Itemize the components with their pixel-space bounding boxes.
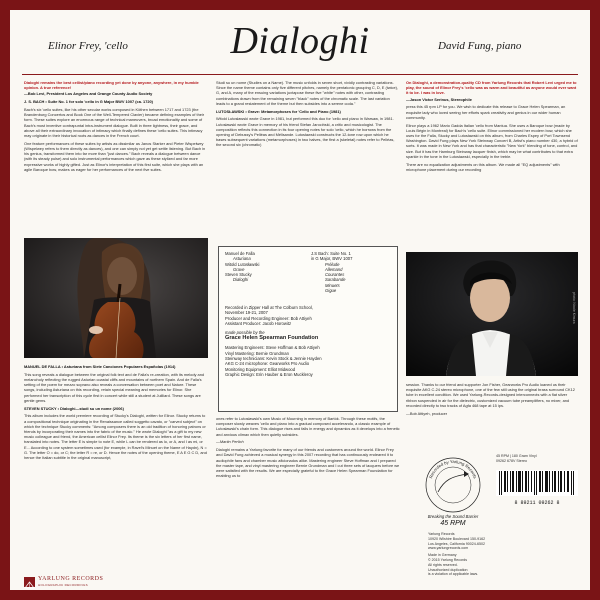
seal-ring-text: Recorded by Yarlung Records: [428, 458, 478, 480]
stucky-credit-work: Dialoghi: [233, 277, 249, 283]
falla-paragraph: This song reveals a dialogue between the original folk text and de Falla's re-creation, with its melody and melancholy reflecting the rugged Asturian coastal cliffs and mountains of northern Spain. And de Falla's setting of the poem for mezzo soprano also reveals a conversation between poet and Nature. These songs, including Asturiana on this recording, retain special meaning and memories for Elinor. She performed her transcription of this cycle first in concert while still a student at Juilliard. These songs are gentle gems.: [24, 371, 205, 403]
yarlung-logo-label: YARLUNG RECORDS: [38, 576, 104, 582]
album-back-cover: [10, 10, 590, 590]
seal-graphic: [424, 456, 482, 514]
yarlung-logo: [24, 576, 144, 588]
stucky-paragraph: This album includes the world premiere recording of Stucky's Dialoghi, written for Elinor. Stucky returns to a compositional technique originating in the Renaissance called soggetto cavato, or "carved subject" on which the technique Stucky comments: "Among composers there is an old tradition of honoring patrons or friends by incorporating their names into the fabric of the music." He wrote Dialoghi "as a gift to my new music colleague and friend, the American cellist Elinor Frey. Its theme is the six letters of her first name, translated into notes. The letter E is simple to note E, while L can be rendered as lo, or A, and I as mi, or E... According to one system sometimes used (for example, in Ravel's Minuet on the Name of Haydn), N = G. The letter O = do, or C; the letter R = re, or D. Hence the notes of the opening theme, E A E G C D, and hence the Italian subtitle in the original manuscript,: [24, 413, 207, 461]
column-1-lower: [24, 364, 208, 572]
pianist-photo: [406, 252, 578, 376]
column-1-upper: [24, 80, 208, 238]
barcode: [496, 470, 578, 506]
program-right: [311, 251, 393, 293]
movement-5: Minuets: [325, 282, 340, 288]
recording-dates: November 19-21, 2007: [225, 310, 268, 316]
catalog-info: [496, 454, 578, 463]
publisher-address: [428, 532, 578, 577]
steinway-credit: Steinway technicians: Kevin Stock & Jennie Hayden: [225, 356, 322, 362]
address-line-5: Made in Germany: [428, 553, 457, 558]
sound-barrier-seal: [424, 456, 482, 514]
lutoslawski-heading: LUTOSŁAWSKI • Grave: Metamorphoses for 'Cello and Piano (1981): [216, 108, 341, 114]
address-line-6: © 2015 Yarlung Records: [428, 557, 468, 562]
bach-paragraph-2: One feature performances of these suites by artists as dissimilar as Janos Starker and Pieter Wispelwey (Wispelwey refers to them directly as dances), and one can simply not yet get settle listening. But Bach in his genius, transformed them into far more than "just dances." Bach reveals a dialogue between dance (with its steady pulse) and solo instrumental performances which gave as these stylized and far more expressive works of highly gifted. Just as Elinor's interpretation of this first suite, which she plays with an agile Baroque bow, makes us eager for her performances of the next five suites.: [24, 140, 206, 172]
mastering-credit: Mastering Engineers: Steve Hoffman & Bob Attiyeh: [225, 345, 320, 351]
falla-credit-name: Manuel de Falla: [225, 251, 255, 256]
pianist-name: David Fung, piano: [438, 40, 522, 52]
stucky-credit-name: Steven Stucky: [225, 272, 252, 278]
movement-3: Courantes: [325, 272, 345, 278]
serinus-attrib: —Jason Victor Serinus, Stereophile: [406, 96, 472, 102]
recording-info: [225, 305, 393, 377]
catalog-format: 45 RPM | 180 Gram Vinyl: [496, 454, 537, 458]
movement-2: Allemand: [325, 266, 343, 272]
falla-credit-work: Asturiana: [233, 256, 251, 262]
column-2-upper: [216, 80, 400, 242]
column-3-upper: [406, 80, 578, 250]
address-line-2: 10920 Wilshire Boulevard 150-9162: [428, 536, 486, 541]
column-3-paragraph-4: session. Thanks to our friend and supporter Jon Fisher, Gearworks Pro Audio loaned us their exquisite AKG C-24 stereo microphone, one of the few still using the original brass surround CK12 tube in excellent condition. We used Yarlung-Records-designed interconnects with a flat silver ribbon suspended in air for the dielectric, customized vacuum tube preamplifiers, no mixer, and recorded directly to two tracks of Agfa 468 tape at 15 ips.: [406, 382, 575, 408]
falla-heading: MANUEL DE FALLA • Asturiana from Siete Canciones Populares Españolas (1914): [24, 364, 176, 369]
seal-speed: 45 RPM: [440, 520, 466, 527]
column-3-paragraph-2: Elinor plays a 1962 Mario Gadda Italian 'cello from Mantua. She uses a Baroque bow (made by Louis Bégin in Montreal) for Bach's 'cello suite. Elinor commissioned her modern bow, which she uses for the Falla, Stucky and Lutosławski on this album, from Charles Espey of Port Townsend Washington. David Fung plays New York Steinway Concert B, Artist's piano number 430, a hybrid of sorts. It was made in New York and has that characteristic "New York" blending of tone, control, and size. But it has the Hamburg Steinway lacquer finish, which may be what contributes to that extra sparkle in the tone in the Lutosławski, especially in the treble.: [406, 122, 578, 159]
yarlung-logo-icon: [24, 577, 35, 587]
cellist-photo-illustration: [24, 238, 208, 358]
album-title: Dialoghi: [230, 20, 370, 62]
address-line-9: is a violation of applicable laws.: [428, 572, 479, 577]
movement-4: Sarabande: [325, 277, 346, 283]
bach-heading: J. S. BACH • Suite No. 1 for solo 'cello in G Major BWV 1007 (ca. 1720): [24, 99, 153, 105]
design-credit: Graphic Design: Erin Hauber & Eron Muckleroy: [225, 371, 313, 377]
catalog-number: 09262 678V Stereo: [496, 458, 527, 463]
stucky-continued: Studi su un nome (Studies on a Name). The music unfolds in seven short, vividly contrasting variations. Since the name theme contains only five different pitches, namely the pentatonic grouping C, D, E (twice), G, and A, many of the ensuing variations juxtapose these five "white" notes with other, contrasting combinations drawn from the remaining seven "black" notes of the chromatic scale. The last variation leads to a grand restatement of the theme but then subsides into a serene coda.": [216, 80, 399, 106]
recording-venue: Recorded in Zipper Hall at The Colburn School,: [225, 305, 313, 310]
yarlung-logo-sub: HOLOGRAPHIC RECORDINGS: [38, 583, 88, 587]
address-line-8: Unauthorized duplication: [428, 567, 468, 572]
movement-6: Gigue: [325, 288, 337, 294]
movement-1: Prélude: [325, 261, 340, 267]
lutoslawski-credit-work: Grave: [233, 266, 245, 272]
credits-box: [218, 246, 398, 412]
lutoslawski-paragraph: Witold Lutosławski wrote Grave in 1981, but performed this duo for 'cello and piano in Warsaw, in 1981. Lutosławski wrote Grave in memory of his friend Stefan Jarociński, a critic and musicologist. The composition reflects this connection in its four opening notes for solo 'cello, which he borrows from the opening of Debussy's Pelléas and Mélisande. Lutosławski constructs the 12-tone row upon which he bases subsequent variations (metamorphoses) in two halves, the first a (skeletal) notes refer to Pelléas, the second six (chromatic): [216, 116, 395, 148]
barcode-bars: [496, 470, 578, 496]
foundation-name: Grace Helen Spearman Foundation: [225, 335, 319, 342]
header-rule: [22, 74, 578, 75]
levi-attrib: —Bob Levi, President Los Angeles and Orange County Audio Society: [24, 91, 153, 97]
stucky-heading: STEVEN STUCKY • Dialoghi—studi su un nome (2006): [24, 405, 124, 411]
bach-credit-line-2: in G Major, BWV 1007: [311, 256, 353, 262]
address-line-1: Yarlung Records: [428, 532, 455, 536]
producer-note: Dialoghi remains a Yarlung favorite for many of our friends and customers around the world. Elinor Frey and David Fung achieved a musical synergy in this 2007 recording that has continuously endeared it to audiophile fans and chamber music aficionados alike. Mastering engineer Steve Hoffman and I prepared the master tape, and vinyl mastering engineer Bernie Grundman and I cut three sets of lacquers before we were satisfied with the results. We are especially grateful to the Grace Helen Spearman Foundation for enabling us to: [216, 447, 400, 479]
photo-credit: photo: Nicole Kimura: [572, 292, 576, 324]
monitoring-credit: Monitoring Equipment: Elliot Midwood: [225, 366, 296, 372]
program-left: [225, 251, 305, 283]
lutoslawski-continued: ones refer to Lutosławski's own Music of Mourning in memory of Bartók. Through these motifs, the composer slowly weaves 'cello and piano into a gradual composed accelerando, a classic example of Lutosławski's chain form. This dialogue rises and falls in energy and dynamics as it develops into a frenetic and anxious climax which then quietly subsides.: [216, 416, 400, 437]
bach-paragraph-1: Bach's six 'cello suites, like his other secular works composed in Köthen between 1717 and 1723 (the Brandenburg Concertos and Book One of the Well-Tempered Clavier) became defining examples of their form. These suites explore an enormous range of technical maneuvers, broad emotionality and some of Bach's most inventive contrapuntal intra-instrument dialogue. Built in three lightness, their grace, and above all their extraordinary invocation of intimacy which finally defines these 'cello suites. This intimacy may originate in their historical roots as dances in the French court.: [24, 107, 205, 139]
barcode-digits: 8 89211 09262 8: [514, 500, 560, 506]
cellist-photo: [24, 238, 208, 358]
vinyl-mastering-credit: Vinyl Mastering: Bernie Grundman: [225, 350, 289, 356]
column-2-lower: [216, 416, 400, 576]
cellist-name: Elinor Frey, 'cello: [48, 40, 128, 52]
column-3-paragraph-3: There are no equalization adjustments on this album. We made all "EQ adjustments" with microphone placement during our recording: [406, 161, 560, 172]
assistant-producer-credit: Assistant Producer: Jacob Horowitz: [225, 320, 292, 326]
yarlung-logo-mark: [24, 580, 35, 590]
microphone-credit: AKG C-24 microphone: Gearworks Pro Audio: [225, 361, 310, 367]
seal-motto: Breaking the Sound Barrier: [427, 514, 479, 519]
bach-credit-line-1: J.S Bach: Suite No. 1: [311, 251, 351, 256]
attiyeh-attrib: —Bob Attiyeh, producer: [406, 410, 448, 416]
pianist-photo-illustration: [406, 252, 578, 376]
perlich-attrib: —Martin Perlich: [216, 439, 244, 445]
svg-text:Recorded by Yarlung Records: [428, 459, 478, 479]
producer-credit: Producer and Recording Engineer: Bob Attiyeh: [225, 315, 312, 321]
address-line-4: www.yarlungrecords.com: [428, 546, 469, 551]
column-3-lower: [406, 382, 578, 448]
serinus-quote: On Dialoghi, a demonstration-quality CD from Yarlung Records that Robert Levi urged me to play, the sound of Elinor Frey's 'cello was as warm and beautiful as anyone would ever want it to be. I was in love.: [406, 80, 577, 96]
levi-quote: Dialoghi remains the best cellist/piano recording yet done by anyone, anywhere, in my humble opinion. A true reference!: [24, 80, 199, 91]
made-possible: made possible by the: [225, 330, 265, 336]
address-line-7: All rights reserved.: [428, 562, 458, 567]
column-3-paragraph-1: press this 45 rpm LP for you. We wish to dedicate this release to Grace Helen Spearman, an exquisite lady who loved seeing her efforts spark creativity and genius in our wider human community.: [406, 104, 566, 120]
lutoslawski-credit-name: Witold Lutosławski: [225, 261, 260, 267]
address-line-3: Los Angeles, California 90024-6502: [428, 541, 485, 546]
